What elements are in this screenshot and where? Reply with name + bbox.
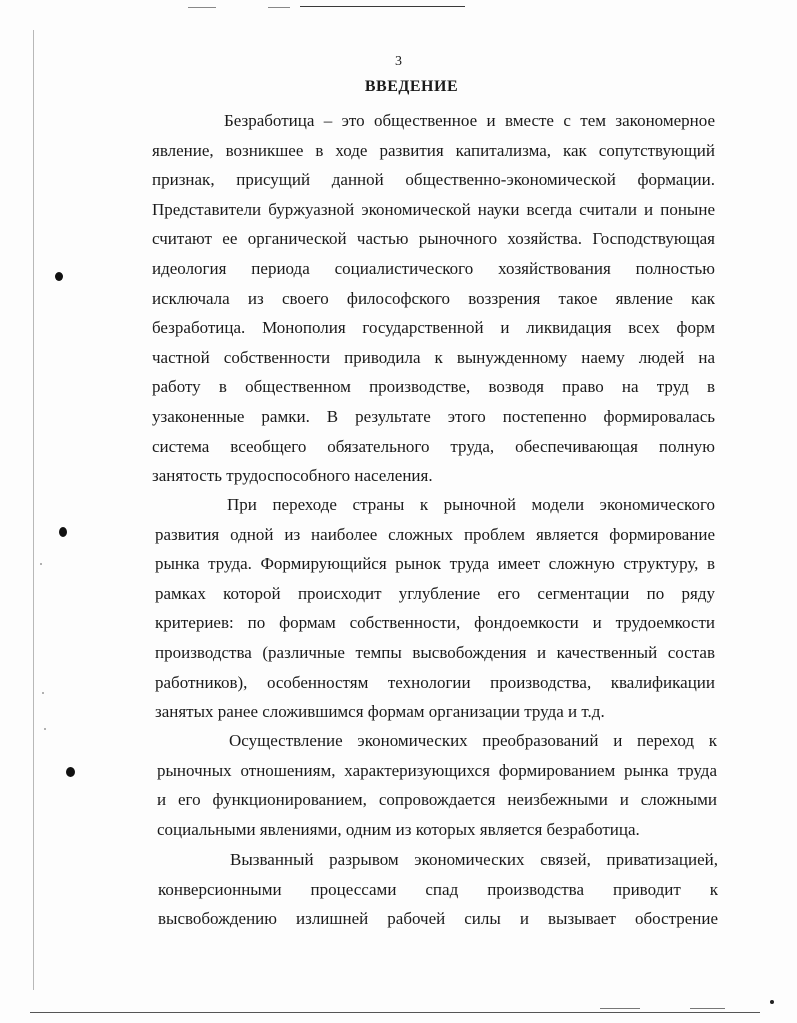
text-line: рынка труда. Формирующийся рынок труда имеет сложную структуру, в — [155, 554, 715, 574]
text-line: безработица. Монополия государственной и ликвидация всех форм — [152, 318, 715, 338]
text-line: и его функционированием, сопровождается неизбежными и сложными — [157, 790, 717, 810]
text-line: система всеобщего обязательного труда, обеспечивающая полную — [152, 436, 715, 456]
scan-speck — [42, 692, 44, 694]
binder-hole-mark — [66, 767, 75, 777]
paragraph-3 — [157, 726, 717, 844]
page-number: 3 — [395, 54, 402, 69]
paragraph-1 — [152, 106, 715, 491]
scan-bottom-dash — [690, 1008, 725, 1009]
text-line: явление, возникшее в ходе развития капитализма, как сопутствующий — [152, 140, 715, 160]
paragraph-2 — [155, 490, 715, 727]
text-line: рамках которой происходит углубление его сегментации по ряду — [155, 583, 715, 603]
text-line: Вызванный разрывом экономических связей, приватизацией, — [230, 850, 718, 869]
paragraph-4 — [158, 845, 718, 934]
scan-top-dash — [268, 7, 290, 8]
text-line: При переходе страны к рыночной модели экономического — [227, 495, 715, 514]
text-line: занятость трудоспособного населения. — [152, 466, 433, 486]
text-line: узаконенные рамки. В результате этого постепенно формировалась — [152, 406, 715, 426]
page-title: ВВЕДЕНИЕ — [364, 78, 459, 95]
text-line: идеология периода социалистического хозяйствования полностью — [152, 258, 715, 278]
text-line: рыночных отношениям, характеризующихся формированием рынка труда — [157, 760, 717, 780]
scan-top-dash — [188, 7, 216, 8]
text-line: частной собственности приводила к вынужденному наему людей на — [152, 347, 715, 367]
text-line: исключала из своего философского воззрения такое явление как — [152, 288, 715, 308]
text-line: критериев: по формам собственности, фондоемкости и трудоемкости — [155, 613, 715, 633]
text-line: Осуществление экономических преобразований и переход к — [229, 731, 717, 750]
scan-speck — [770, 1000, 774, 1004]
text-line: социальными явлениями, одним из которых является безработица. — [157, 819, 640, 839]
text-line: высвобождению излишней рабочей силы и вызывает обострение — [158, 909, 718, 929]
scan-bottom-rule — [30, 1012, 760, 1013]
scan-top-rule — [300, 6, 465, 7]
scan-left-edge — [33, 30, 34, 990]
text-line: Представители буржуазной экономической науки всегда считали и поныне — [152, 199, 715, 219]
binder-hole-mark — [55, 272, 63, 281]
text-line: занятых ранее сложившимся формам организации труда и т.д. — [155, 702, 605, 722]
scan-speck — [40, 563, 42, 565]
binder-hole-mark — [59, 527, 67, 537]
text-line: производства (различные темпы высвобождения и качественный состав — [155, 642, 715, 662]
scan-speck — [44, 728, 46, 730]
text-line: развития одной из наиболее сложных проблем является формирование — [155, 524, 715, 544]
scan-bottom-dash — [600, 1008, 640, 1009]
text-line: работников), особенностям технологии производства, квалификации — [155, 672, 715, 692]
text-line: считают ее органической частью рыночного хозяйства. Господствующая — [152, 229, 715, 249]
text-line: признак, присущий данной общественно-экономической формации. — [152, 170, 715, 190]
text-line: Безработица – это общественное и вместе с тем закономерное — [224, 111, 715, 130]
text-line: работу в общественном производстве, возводя право на труд в — [152, 377, 715, 397]
text-line: конверсионными процессами спад производства приводит к — [158, 879, 718, 899]
